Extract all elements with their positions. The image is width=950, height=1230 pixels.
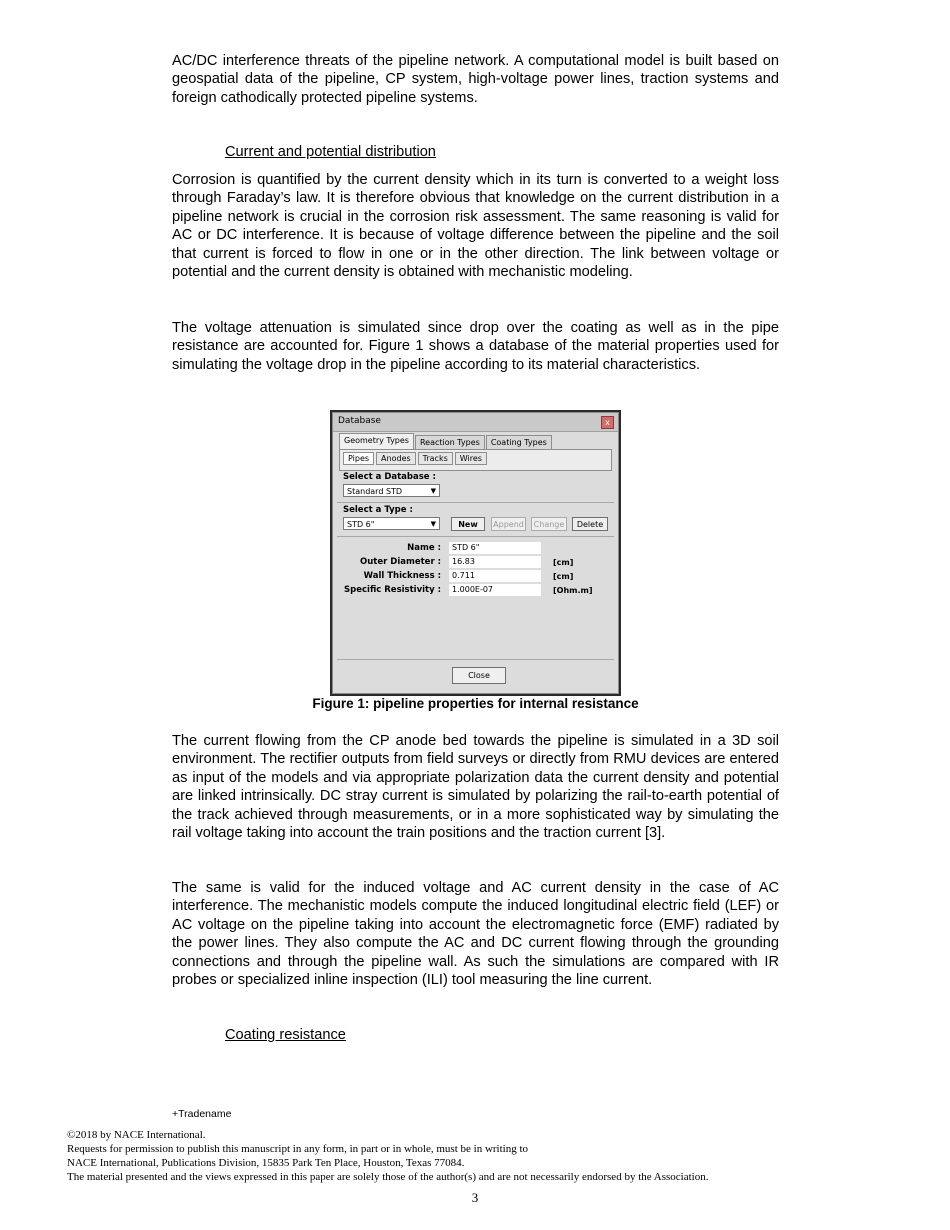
section-heading-current-potential: Current and potential distribution (225, 144, 436, 160)
type-select[interactable] (343, 517, 440, 530)
tab-reaction-types[interactable]: Reaction Types (415, 435, 485, 449)
name-field[interactable]: STD 6" (449, 542, 541, 554)
unit-specific-resistivity: [Ohm.m] (553, 586, 593, 595)
close-icon[interactable]: x (601, 416, 614, 429)
copyright-line: ©2018 by NACE International. (67, 1129, 206, 1141)
wall-thickness-field[interactable]: 0.711 (449, 570, 541, 582)
figure-caption: Figure 1: pipeline properties for internal resistance (312, 696, 639, 711)
field-label-outer-diameter: Outer Diameter : (360, 557, 441, 567)
select-database-label: Select a Database : (343, 472, 436, 482)
subtab-tracks[interactable]: Tracks (418, 452, 453, 465)
specific-resistivity-field[interactable]: 1.000E-07 (449, 584, 541, 596)
dialog-titlebar (333, 413, 618, 432)
divider (337, 536, 614, 537)
change-button[interactable]: Change (531, 517, 567, 531)
permission-line: Requests for permission to publish this manuscript in any form, in part or in whole, must be in writing to (67, 1143, 529, 1155)
database-dialog (332, 412, 619, 694)
induced-voltage-paragraph: The same is valid for the induced voltage and AC current density in the case of AC interference. The mechanistic models compute the induced longitudinal electric field (LEF) or AC voltage on the pipeline taking into account the electromagnetic force (EMF) radiated by the power lines. They also compute the AC and DC current flowing through the grounding connections and through the pipeline wall. As such the simulations are compared with IR probes or specialized inline inspection (ILI) tool measuring the line current. (172, 880, 779, 989)
page-number: 3 (471, 1190, 479, 1205)
voltage-attenuation-paragraph: The voltage attenuation is simulated since drop over the coating as well as in the pipe resistance are accounted for. Figure 1 shows a database of the material properties used for simulating the voltage drop in the pipeline according to its material characteristics. (172, 320, 779, 373)
dialog-tabs (339, 433, 553, 449)
database-select-value: Standard STD (347, 487, 403, 496)
type-select-value: STD 6" (347, 520, 375, 529)
database-dialog-figure (330, 410, 621, 696)
close-button[interactable]: Close (452, 667, 506, 684)
subtab-anodes[interactable]: Anodes (376, 452, 416, 465)
tab-geometry-types[interactable]: Geometry Types (339, 433, 414, 449)
subtab-pipes[interactable]: Pipes (343, 452, 374, 465)
subtab-panel (339, 449, 612, 471)
new-button[interactable]: New (451, 517, 485, 531)
intro-paragraph: AC/DC interference threats of the pipeline network. A computational model is built based on geospatial data of the pipeline, CP system, high-voltage power lines, traction systems and foreign cathodically protected pipeline systems. (172, 53, 779, 106)
field-label-specific-resistivity: Specific Resistivity : (344, 585, 441, 595)
outer-diameter-field[interactable]: 16.83 (449, 556, 541, 568)
divider (337, 659, 614, 660)
dialog-title: Database (338, 416, 381, 426)
field-label-wall-thickness: Wall Thickness : (363, 571, 441, 581)
address-line: NACE International, Publications Division, 15835 Park Ten Place, Houston, Texas 77084. (67, 1157, 465, 1169)
append-button[interactable]: Append (491, 517, 526, 531)
current-flow-paragraph: The current flowing from the CP anode bed towards the pipeline is simulated in a 3D soil environment. The rectifier outputs from field surveys or directly from RMU devices are entered as input of the models and via appropriate polarization data the current density and potential are linked intrinsically. DC stray current is simulated by polarizing the rail-to-earth potential of the track achieved through measurements, or in a more sophisticated way by simulating the rail voltage taking into account the train positions and the traction current [3]. (172, 733, 779, 842)
database-select[interactable] (343, 484, 440, 497)
field-label-name: Name : (407, 543, 441, 553)
unit-outer-diameter: [cm] (553, 558, 574, 567)
tradename-footnote: +Tradename (172, 1108, 232, 1120)
section-heading-coating-resistance: Coating resistance (225, 1027, 346, 1043)
select-type-label: Select a Type : (343, 505, 413, 515)
divider (337, 502, 614, 503)
tab-coating-types[interactable]: Coating Types (486, 435, 552, 449)
subtab-wires[interactable]: Wires (455, 452, 487, 465)
disclaimer-line: The material presented and the views expressed in this paper are solely those of the author(s) and are not necessarily endorsed by the Association. (67, 1171, 709, 1183)
unit-wall-thickness: [cm] (553, 572, 574, 581)
chevron-down-icon: ▼ (430, 520, 436, 528)
corrosion-paragraph: Corrosion is quantified by the current density which in its turn is converted to a weight loss through Faraday’s law. It is therefore obvious that knowledge on the current distribution in a pipeline network is crucial in the corrosion risk assessment. The same reasoning is valid for AC or DC interference. It is because of voltage difference between the pipeline and the soil that current is forced to flow in one or in the other direction. The link between voltage or potential and the current density is obtained with mechanistic modeling. (172, 172, 779, 281)
delete-button[interactable]: Delete (572, 517, 608, 531)
chevron-down-icon: ▼ (430, 487, 436, 495)
